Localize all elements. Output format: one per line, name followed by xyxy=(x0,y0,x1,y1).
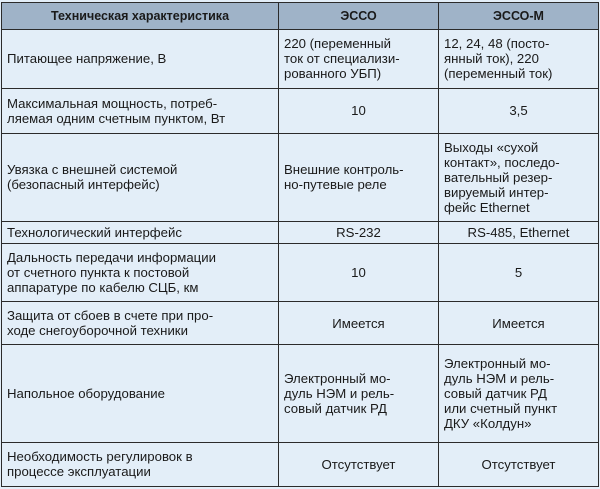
esso-cell xyxy=(279,302,439,344)
table-row xyxy=(2,302,599,344)
esso-m-cell xyxy=(439,30,599,89)
param-cell xyxy=(2,133,279,221)
header-esso-m: ЭССО-М xyxy=(439,3,599,30)
esso-value: Отсутствует xyxy=(321,456,396,472)
param-cell xyxy=(2,221,279,243)
table-row xyxy=(2,88,599,133)
esso-cell xyxy=(279,344,439,442)
param-text: Технологический интерфейс xyxy=(7,224,182,240)
param-text: Увязка с внешней системой (безопасный интерфейс) xyxy=(7,162,178,193)
table-row xyxy=(2,30,599,89)
esso-m-value: Выходы «сухой контакт», последо- вательный резер- вируемый интер- фейс Ethernet xyxy=(444,139,560,215)
esso-cell xyxy=(279,133,439,221)
header-esso: ЭССО xyxy=(279,3,439,30)
esso-cell xyxy=(279,221,439,243)
spec-comparison-table xyxy=(1,2,599,487)
param-text: Защита от сбоев в счете при про- ходе снегоуборочной техники xyxy=(7,308,214,339)
param-text: Напольное оборудование xyxy=(7,385,165,401)
esso-m-cell xyxy=(439,442,599,486)
table-row xyxy=(2,133,599,221)
esso-m-value: 3,5 xyxy=(509,103,528,119)
esso-m-value: Имеется xyxy=(492,315,545,331)
param-cell xyxy=(2,442,279,486)
esso-value: Внешние контроль- но-путевые реле xyxy=(284,162,404,193)
esso-m-value: Отсутствует xyxy=(481,456,556,472)
esso-value: RS-232 xyxy=(336,224,381,240)
esso-m-value: RS-485, Ethernet xyxy=(467,224,570,240)
table-row xyxy=(2,442,599,486)
esso-m-value: Электронный мо- дуль НЭМ и рель- совый датчик РД или счетный пункт ДКУ «Колдун» xyxy=(444,355,558,431)
esso-m-cell xyxy=(439,88,599,133)
param-text: Максимальная мощность, потреб- ляемая одним счетным пунктом, Вт xyxy=(7,95,226,126)
param-cell xyxy=(2,88,279,133)
esso-value: 10 xyxy=(351,265,366,281)
esso-m-value: 5 xyxy=(514,265,523,281)
esso-value: 220 (переменный ток от специализи- рованного УБП) xyxy=(284,36,400,82)
esso-cell xyxy=(279,442,439,486)
table-row xyxy=(2,344,599,442)
param-cell xyxy=(2,344,279,442)
esso-cell xyxy=(279,30,439,89)
param-text: Питающее напряжение, В xyxy=(7,51,167,67)
param-text: Необходимость регулировок в процессе эксплуатации xyxy=(7,449,193,480)
esso-cell xyxy=(279,88,439,133)
param-cell xyxy=(2,243,279,302)
esso-m-cell xyxy=(439,243,599,302)
esso-cell xyxy=(279,243,439,302)
header-row xyxy=(2,3,599,30)
esso-m-cell xyxy=(439,302,599,344)
header-characteristic: Техническая характеристика xyxy=(2,3,279,30)
param-cell xyxy=(2,302,279,344)
table-row xyxy=(2,243,599,302)
param-text: Дальность передачи информации от счетного пункта к постовой аппаратуре по кабелю СЦБ, км xyxy=(7,250,216,296)
table-row xyxy=(2,221,599,243)
esso-value: Имеется xyxy=(332,315,385,331)
esso-value: Электронный мо- дуль НЭМ и рель- совый датчик РД xyxy=(284,370,395,416)
esso-m-cell xyxy=(439,133,599,221)
param-cell xyxy=(2,30,279,89)
esso-m-value: 12, 24, 48 (посто- янный ток), 220 (переменный ток) xyxy=(444,36,553,82)
esso-m-cell xyxy=(439,344,599,442)
esso-value: 10 xyxy=(351,103,366,119)
esso-m-cell xyxy=(439,221,599,243)
